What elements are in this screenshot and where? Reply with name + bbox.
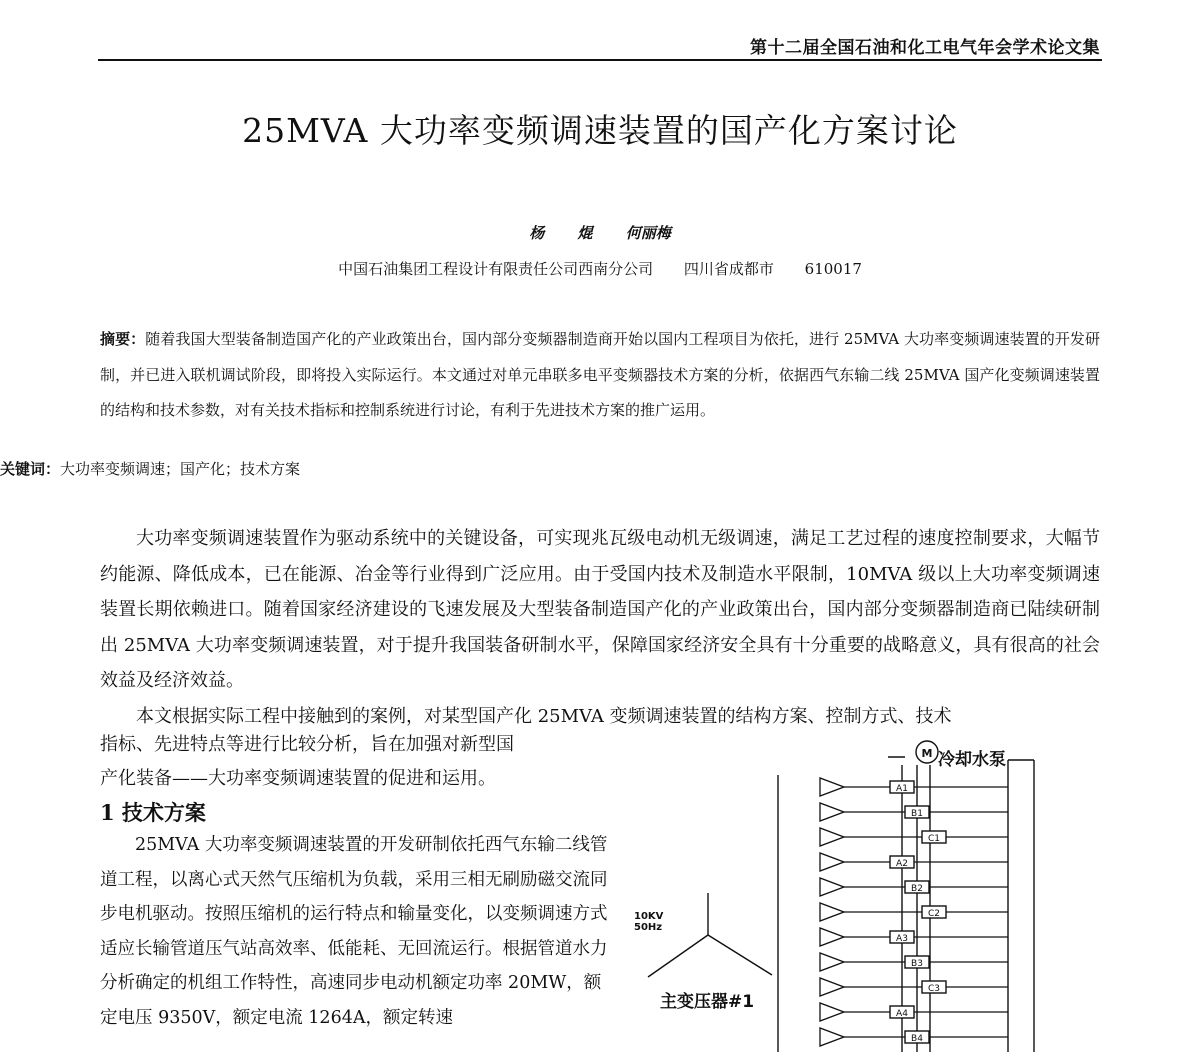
power-cell-label: B2 [911, 884, 923, 894]
power-cell-label: B1 [911, 809, 923, 819]
running-head: 第十二届全国石油和化工电气年会学术论文集 [750, 38, 1100, 58]
power-cell-row [820, 903, 1008, 921]
rectifier-symbol [820, 878, 844, 896]
power-cell-label: B3 [911, 959, 923, 969]
affiliation-postcode: 610017 [804, 260, 862, 278]
transformer-label: 主变压器#1 [660, 992, 755, 1012]
power-cell-label: C2 [927, 909, 941, 919]
circuit-diagram [630, 735, 1100, 1052]
power-cell-row [820, 828, 1008, 846]
power-cell-row [820, 978, 1008, 996]
circuit-figure [630, 735, 1100, 1052]
power-cell-row [820, 928, 1008, 946]
rectifier-symbol [820, 903, 844, 921]
section-1-body [100, 828, 610, 1035]
transformer-lead-left [648, 935, 708, 977]
authors: 杨 焜 何丽梅 [529, 224, 671, 242]
rectifier-symbol [820, 853, 844, 871]
introduction [100, 521, 1100, 734]
abstract-text: 随着我国大型装备制造国产化的产业政策出台，国内部分变频器制造商开始以国内工程项目为依托，进行 25MVA 大功率变频调速装置的开发研制，并已进入联机调试阶段，即将投入实际运行。本文通过对单元串联多电平变频器技术方案的分析，依据西气东输二线 25MVA 国产化变频调速装置的结构和技术参数，对有关技术指标和控制系统进行讨论，有利于先进技术方案的推广运用。 [100, 330, 1100, 419]
power-cell-label: A4 [896, 1009, 908, 1019]
power-cell-row [820, 1003, 1008, 1021]
transformer-lead-right [708, 935, 772, 975]
pump-motor-label: M [921, 747, 933, 760]
keywords [0, 458, 300, 479]
power-cell-label: B4 [911, 1034, 923, 1044]
intro-paragraph-2: 本文根据实际工程中接触到的案例，对某型国产化 25MVA 变频调速装置的结构方案、控制方式、技术 [136, 705, 952, 727]
power-cell-label: C1 [927, 834, 941, 844]
power-cell-label: A1 [896, 784, 908, 794]
header-rule [98, 59, 1102, 61]
affiliation-city: 四川省成都市 [683, 260, 774, 278]
power-cell-row [820, 803, 1008, 821]
voltage-label-hz: 50Hz [634, 922, 663, 933]
rectifier-symbol [820, 953, 844, 971]
intro-paragraph-1: 大功率变频调速装置作为驱动系统中的关键设备，可实现兆瓦级电动机无级调速，满足工艺过程的速度控制要求，大幅节约能源、降低成本，已在能源、冶金等行业得到广泛应用。由于受国内技术及制造水平限制，10MVA 级以上大功率变频调速装置长期依赖进口。随着国家经济建设的飞速发展及大型装备制造国产化的产业政策出台，国内部分变频器制造商已陆续研制出 25MVA 大功率变频调速装置，对于提升我国装备研制水平，保障国家经济安全具有十分重要的战略意义，具有很高的社会效益及经济效益。 [100, 528, 1100, 691]
power-cell-row [820, 1028, 1008, 1046]
affiliation [0, 258, 1200, 279]
paper-title: 25MVA 大功率变频调速装置的国产化方案讨论 [242, 111, 958, 150]
power-cell-row [820, 853, 1008, 871]
rectifier-symbol [820, 928, 844, 946]
affiliation-org: 中国石油集团工程设计有限责任公司西南分公司 [338, 260, 654, 278]
power-cell-row [820, 953, 1008, 971]
rectifier-symbol [820, 1028, 844, 1046]
section-1-heading: 1 技术方案 [100, 800, 206, 825]
power-cell-label: A2 [896, 859, 908, 869]
abstract-label: 摘要： [100, 330, 146, 348]
rectifier-symbol [820, 778, 844, 796]
keywords-label: 关键词： [0, 460, 61, 478]
intro-paragraph-2-line-3: 产化装备——大功率变频调速装置的促进和运用。 [100, 768, 496, 789]
rectifier-symbol [820, 978, 844, 996]
voltage-label-kv: 10KV [634, 911, 664, 922]
keywords-text: 大功率变频调速；国产化；技术方案 [60, 460, 301, 478]
power-cell-label: C3 [927, 984, 941, 994]
abstract [100, 322, 1100, 429]
pump-label: 冷却水泵 [938, 750, 1006, 770]
rectifier-symbol [820, 828, 844, 846]
section-1-paragraph: 25MVA 大功率变频调速装置的开发研制依托西气东输二线管道工程，以离心式天然气压缩机为负载，采用三相无刷励磁交流同步电机驱动。按照压缩机的运行特点和输量变化，以变频调速方式适应长输管道压气站高效率、低能耗、无回流运行。根据管道水力分析确定的机组工作特性，高速同步电动机额定功率 20MW，额定电压 9350V，额定电流 1264A，额定转速 [100, 835, 608, 1028]
power-cell-row [820, 878, 1008, 896]
intro-paragraph-2-line-2: 指标、先进特点等进行比较分析，旨在加强对新型国 [100, 734, 514, 755]
rectifier-symbol [820, 803, 844, 821]
power-cell-row [820, 778, 1008, 796]
rectifier-symbol [820, 1003, 844, 1021]
power-cells [820, 778, 1008, 1046]
power-cell-label: A3 [896, 934, 908, 944]
